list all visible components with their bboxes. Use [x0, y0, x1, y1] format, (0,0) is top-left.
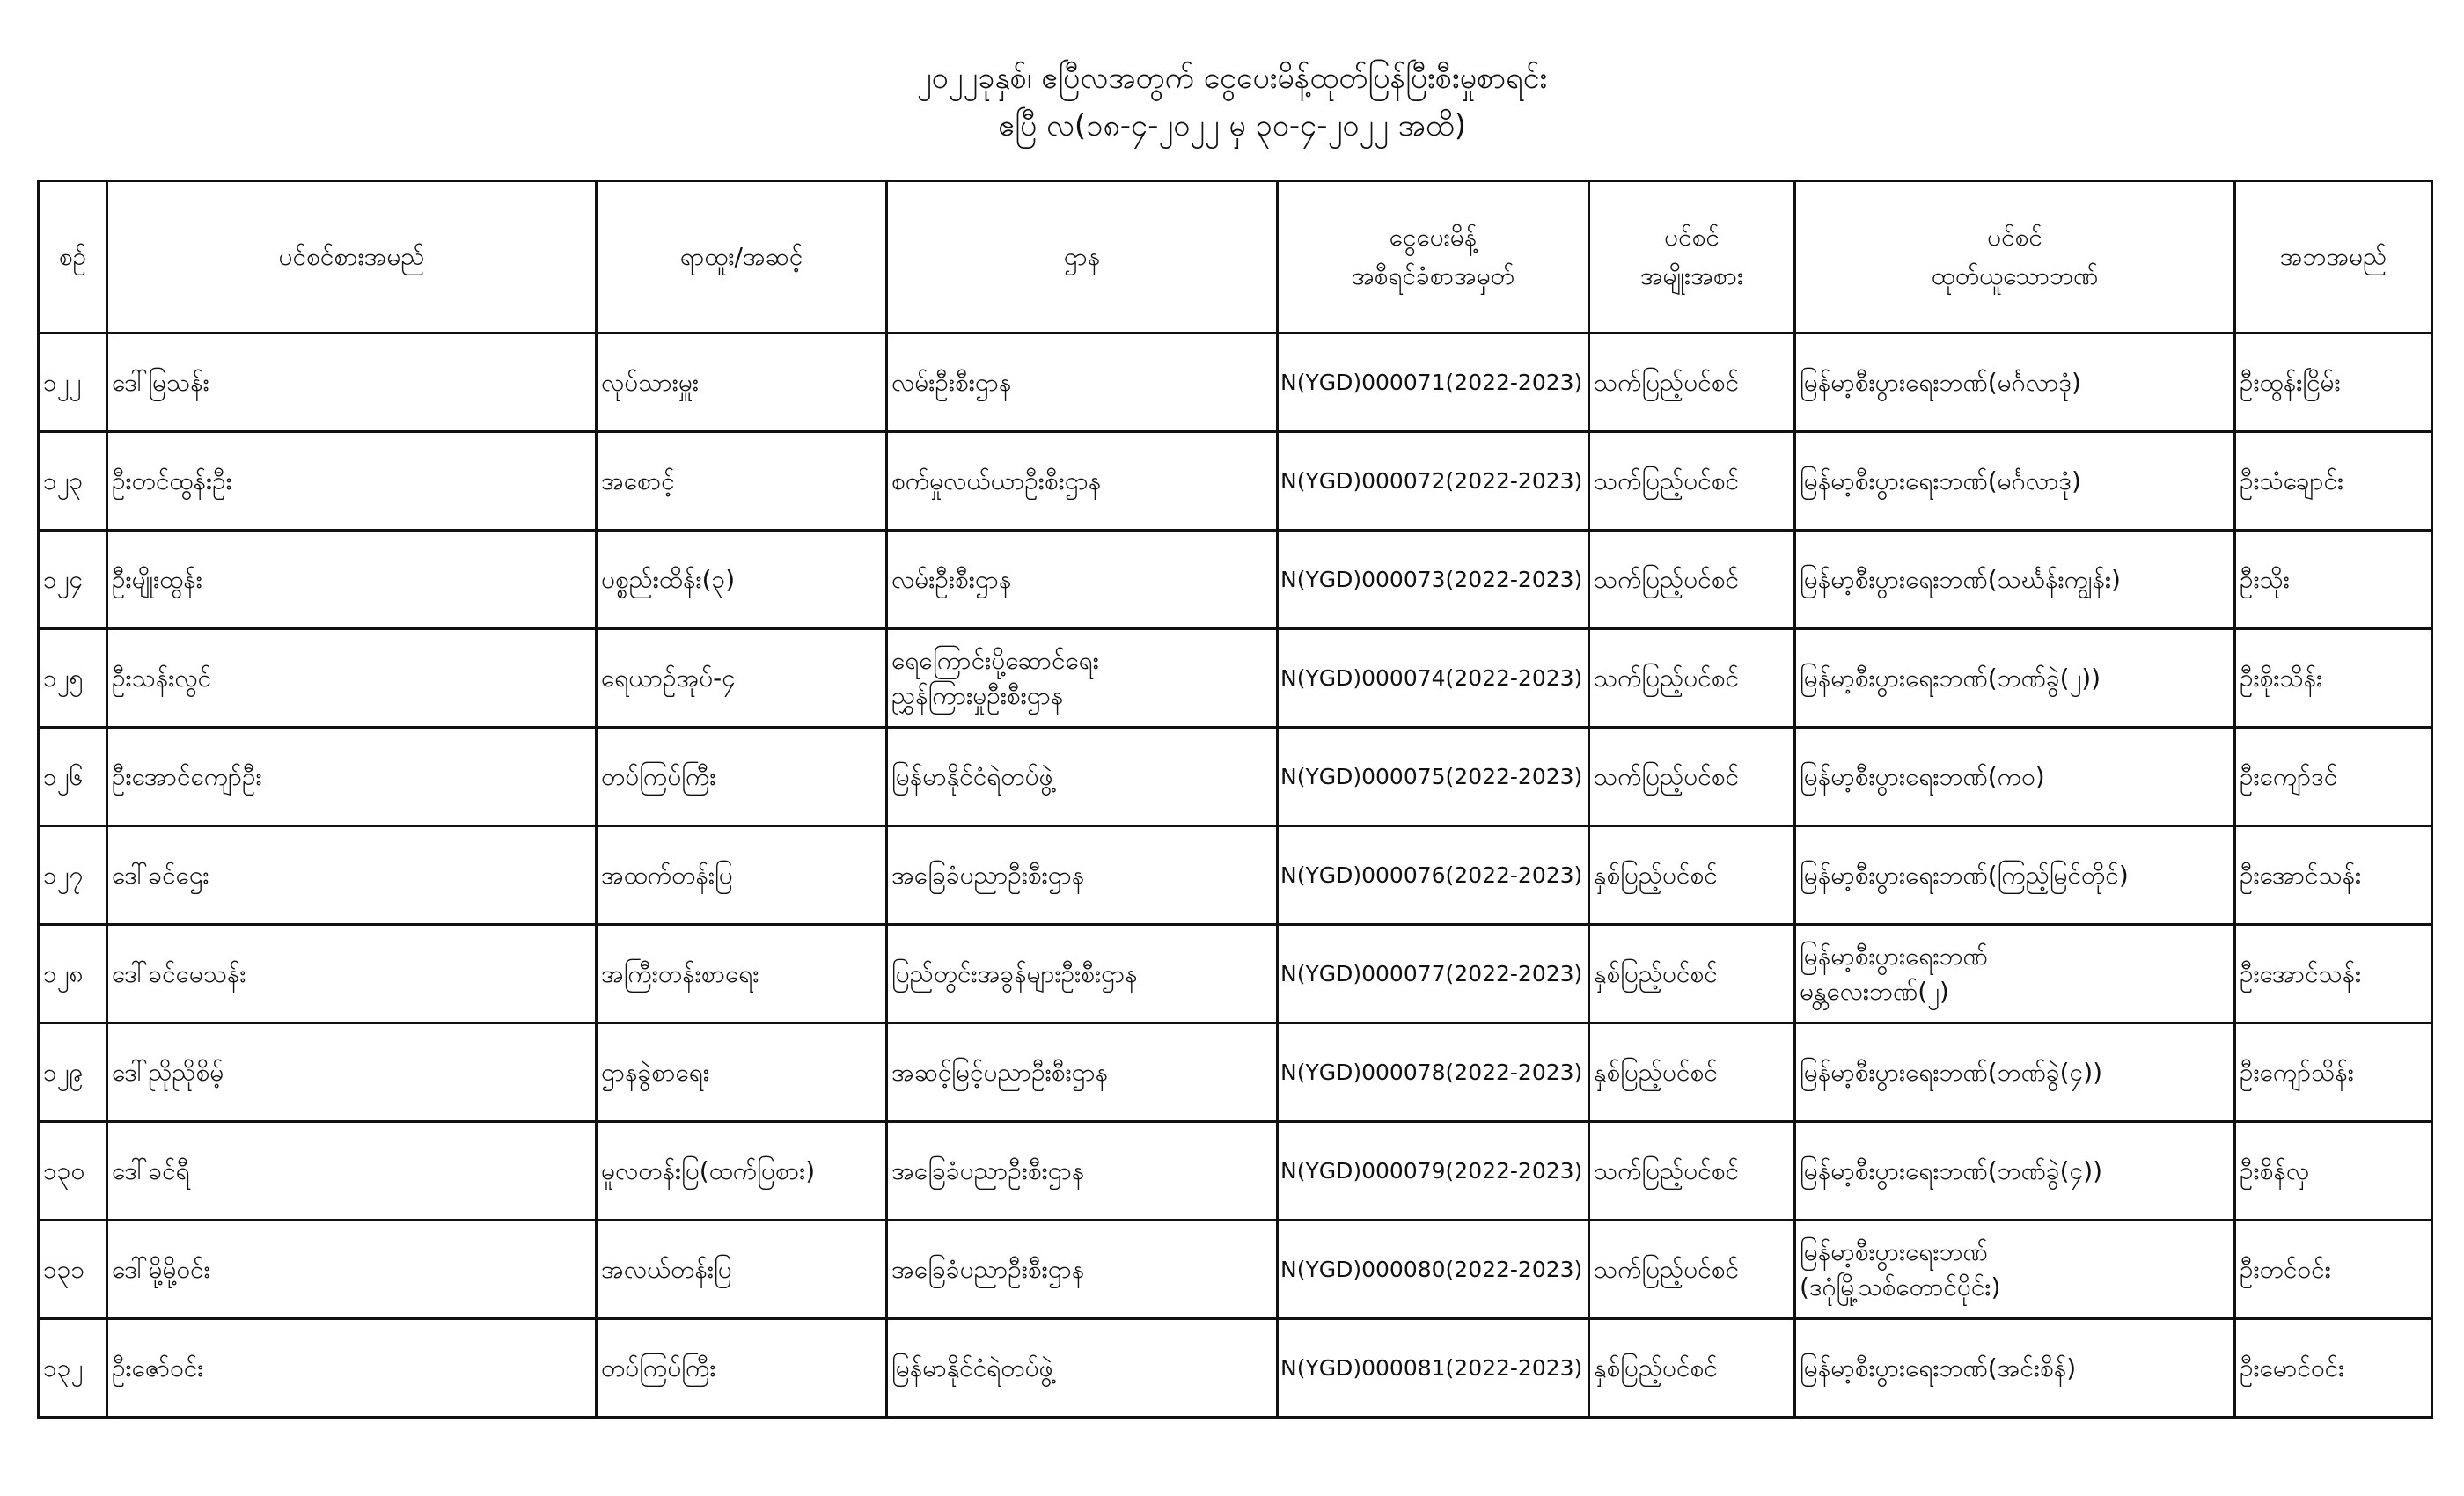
header-serial: စဉ်: [39, 181, 107, 334]
cell-serial: ၁၂၄: [39, 531, 107, 629]
header-pensioner-name: ပင်စင်စားအမည်: [107, 181, 597, 334]
table-row: [39, 432, 2432, 531]
cell-license-number: N(YGD)000077(2022-2023): [1278, 925, 1589, 1023]
cell-license-number: N(YGD)000079(2022-2023): [1278, 1122, 1589, 1221]
cell-serial: ၁၂၉: [39, 1023, 107, 1122]
cell-department: ပြည်တွင်းအခွန်များဦးစီးဌာန: [887, 925, 1278, 1023]
cell-rank: ဌာနခွဲစာရေး: [597, 1023, 887, 1122]
cell-pension-type: သက်ပြည့်ပင်စင်: [1589, 432, 1795, 531]
cell-rank: ရေယာဉ်အုပ်-၄: [597, 629, 887, 728]
cell-father-name: ဦးမောင်ဝင်း: [2235, 1319, 2432, 1418]
cell-pension-type: သက်ပြည့်ပင်စင်: [1589, 629, 1795, 728]
cell-department: လမ်းဦးစီးဌာန: [887, 531, 1278, 629]
cell-license-number: N(YGD)000071(2022-2023): [1278, 334, 1589, 432]
table-row: [39, 629, 2432, 728]
header-bank: ပင်စင် ထုတ်ယူသောဘဏ်: [1795, 181, 2235, 334]
cell-license-number: N(YGD)000081(2022-2023): [1278, 1319, 1589, 1418]
cell-serial: ၁၂၈: [39, 925, 107, 1023]
cell-rank: အထက်တန်းပြ: [597, 826, 887, 925]
cell-department: စက်မှုလယ်ယာဦးစီးဌာန: [887, 432, 1278, 531]
cell-pension-type: နှစ်ပြည့်ပင်စင်: [1589, 925, 1795, 1023]
cell-rank: ပစ္စည်းထိန်း(၃): [597, 531, 887, 629]
table-row: [39, 1319, 2432, 1418]
cell-rank: အလယ်တန်းပြ: [597, 1221, 887, 1319]
cell-pension-type: သက်ပြည့်ပင်စင်: [1589, 531, 1795, 629]
cell-bank: မြန်မာ့စီးပွားရေးဘဏ်(က၀): [1795, 728, 2235, 826]
cell-father-name: ဦးကျော်ဒင်: [2235, 728, 2432, 826]
cell-father-name: ဦးတင်ဝင်း: [2235, 1221, 2432, 1319]
cell-license-number: N(YGD)000072(2022-2023): [1278, 432, 1589, 531]
cell-license-number: N(YGD)000078(2022-2023): [1278, 1023, 1589, 1122]
cell-pension-type: သက်ပြည့်ပင်စင်: [1589, 334, 1795, 432]
cell-serial: ၁၂၃: [39, 432, 107, 531]
cell-department: ရေကြောင်းပို့ဆောင်ရေး ညွှန်ကြားမှုဦးစီးဌာန: [887, 629, 1278, 728]
document-title: ၂၀၂၂ခုနှစ်၊ ဧပြီလအတွက် ငွေပေးမိန့်ထုတ်ပြန်ပြီးစီးမှုစာရင်း: [916, 61, 1548, 96]
cell-father-name: ဦးကျော်သိန်း: [2235, 1023, 2432, 1122]
header-father-name: အဘအမည်: [2235, 181, 2432, 334]
header-pension-type: ပင်စင် အမျိုးအစား: [1589, 181, 1795, 334]
header-license-number: ငွေပေးမိန့် အစီရင်ခံစာအမှတ်: [1278, 181, 1589, 334]
cell-pensioner-name: ဦးမျိုးထွန်း: [107, 531, 597, 629]
cell-bank: မြန်မာ့စီးပွားရေးဘဏ် (ဒဂုံမြို့သစ်တောင်ပိုင်း): [1795, 1221, 2235, 1319]
cell-pensioner-name: ဒေါ်ခင်ရီ: [107, 1122, 597, 1221]
header-rank: ရာထူး/အဆင့်: [597, 181, 887, 334]
cell-pensioner-name: ဒေါ်ညိုညိုစိမ့်: [107, 1023, 597, 1122]
document-period: ဧပြီ လ(၁၈-၄-၂၀၂၂ မှ ၃၀-၄-၂၀၂၂ အထိ): [998, 108, 1466, 143]
cell-department: မြန်မာနိုင်ငံရဲတပ်ဖွဲ့: [887, 728, 1278, 826]
document-header: [0, 55, 2464, 150]
cell-pensioner-name: ဦးသန်းလွင်: [107, 629, 597, 728]
cell-father-name: ဦးအောင်သန်း: [2235, 826, 2432, 925]
cell-father-name: ဦးစိုးသိန်း: [2235, 629, 2432, 728]
cell-rank: လုပ်သားမှူး: [597, 334, 887, 432]
table-row: [39, 826, 2432, 925]
cell-serial: ၁၂၂: [39, 334, 107, 432]
cell-bank: မြန်မာ့စီးပွားရေးဘဏ်(မင်္ဂလာဒုံ): [1795, 334, 2235, 432]
cell-serial: ၁၃၂: [39, 1319, 107, 1418]
cell-pensioner-name: ဒေါ်ခင်ဌေး: [107, 826, 597, 925]
cell-pensioner-name: ဦးဇော်ဝင်း: [107, 1319, 597, 1418]
table-row: [39, 334, 2432, 432]
cell-bank: မြန်မာ့စီးပွားရေးဘဏ်(ဘဏ်ခွဲ(၄)): [1795, 1023, 2235, 1122]
cell-department: မြန်မာနိုင်ငံရဲတပ်ဖွဲ့: [887, 1319, 1278, 1418]
table-row: [39, 1023, 2432, 1122]
table-row: [39, 925, 2432, 1023]
cell-pensioner-name: ဒေါ်ခင်မေသန်း: [107, 925, 597, 1023]
cell-pensioner-name: ဒေါ်မို့မို့ဝင်း: [107, 1221, 597, 1319]
cell-bank: မြန်မာ့စီးပွားရေးဘဏ်(အင်းစိန်): [1795, 1319, 2235, 1418]
cell-pension-type: နှစ်ပြည့်ပင်စင်: [1589, 826, 1795, 925]
cell-pensioner-name: ဦးတင်ထွန်းဦး: [107, 432, 597, 531]
cell-license-number: N(YGD)000076(2022-2023): [1278, 826, 1589, 925]
table-header-row: [39, 181, 2432, 334]
cell-serial: ၁၂၇: [39, 826, 107, 925]
cell-department: လမ်းဦးစီးဌာန: [887, 334, 1278, 432]
cell-license-number: N(YGD)000073(2022-2023): [1278, 531, 1589, 629]
cell-father-name: ဦးစိန်လှ: [2235, 1122, 2432, 1221]
cell-serial: ၁၃၀: [39, 1122, 107, 1221]
cell-pension-type: သက်ပြည့်ပင်စင်: [1589, 728, 1795, 826]
table-row: [39, 1221, 2432, 1319]
cell-department: အခြေခံပညာဦးစီးဌာန: [887, 1122, 1278, 1221]
cell-department: အခြေခံပညာဦးစီးဌာန: [887, 826, 1278, 925]
cell-bank: မြန်မာ့စီးပွားရေးဘဏ်(မင်္ဂလာဒုံ): [1795, 432, 2235, 531]
cell-rank: တပ်ကြပ်ကြီး: [597, 728, 887, 826]
cell-pensioner-name: ဒေါ်မြသန်း: [107, 334, 597, 432]
cell-license-number: N(YGD)000075(2022-2023): [1278, 728, 1589, 826]
table-row: [39, 1122, 2432, 1221]
cell-department: အဆင့်မြင့်ပညာဦးစီးဌာန: [887, 1023, 1278, 1122]
cell-license-number: N(YGD)000074(2022-2023): [1278, 629, 1589, 728]
cell-serial: ၁၂၆: [39, 728, 107, 826]
cell-father-name: ဦးထွန်းငြိမ်း: [2235, 334, 2432, 432]
cell-rank: အစောင့်: [597, 432, 887, 531]
cell-bank: မြန်မာ့စီးပွားရေးဘဏ်(သင်္ဃန်းကျွန်း): [1795, 531, 2235, 629]
cell-serial: ၁၃၁: [39, 1221, 107, 1319]
header-department: ဌာန: [887, 181, 1278, 334]
table-row: [39, 728, 2432, 826]
cell-serial: ၁၂၅: [39, 629, 107, 728]
cell-bank: မြန်မာ့စီးပွားရေးဘဏ်(ကြည့်မြင်တိုင်): [1795, 826, 2235, 925]
cell-pension-type: သက်ပြည့်ပင်စင်: [1589, 1221, 1795, 1319]
cell-pension-type: သက်ပြည့်ပင်စင်: [1589, 1122, 1795, 1221]
pension-table: [37, 180, 2433, 1419]
cell-rank: အကြီးတန်းစာရေး: [597, 925, 887, 1023]
cell-bank: မြန်မာ့စီးပွားရေးဘဏ်(ဘဏ်ခွဲ(၂)): [1795, 629, 2235, 728]
table-row: [39, 531, 2432, 629]
cell-pension-type: နှစ်ပြည့်ပင်စင်: [1589, 1023, 1795, 1122]
cell-department: အခြေခံပညာဦးစီးဌာန: [887, 1221, 1278, 1319]
cell-father-name: ဦးသိုး: [2235, 531, 2432, 629]
cell-rank: တပ်ကြပ်ကြီး: [597, 1319, 887, 1418]
cell-license-number: N(YGD)000080(2022-2023): [1278, 1221, 1589, 1319]
cell-bank: မြန်မာ့စီးပွားရေးဘဏ် မန္တလေးဘဏ်(၂): [1795, 925, 2235, 1023]
cell-father-name: ဦးသံချောင်း: [2235, 432, 2432, 531]
cell-rank: မူလတန်းပြ(ထက်ပြစား): [597, 1122, 887, 1221]
cell-pension-type: နှစ်ပြည့်ပင်စင်: [1589, 1319, 1795, 1418]
cell-pensioner-name: ဦးအောင်ကျော်ဦး: [107, 728, 597, 826]
cell-bank: မြန်မာ့စီးပွားရေးဘဏ်(ဘဏ်ခွဲ(၄)): [1795, 1122, 2235, 1221]
cell-father-name: ဦးအောင်သန်း: [2235, 925, 2432, 1023]
